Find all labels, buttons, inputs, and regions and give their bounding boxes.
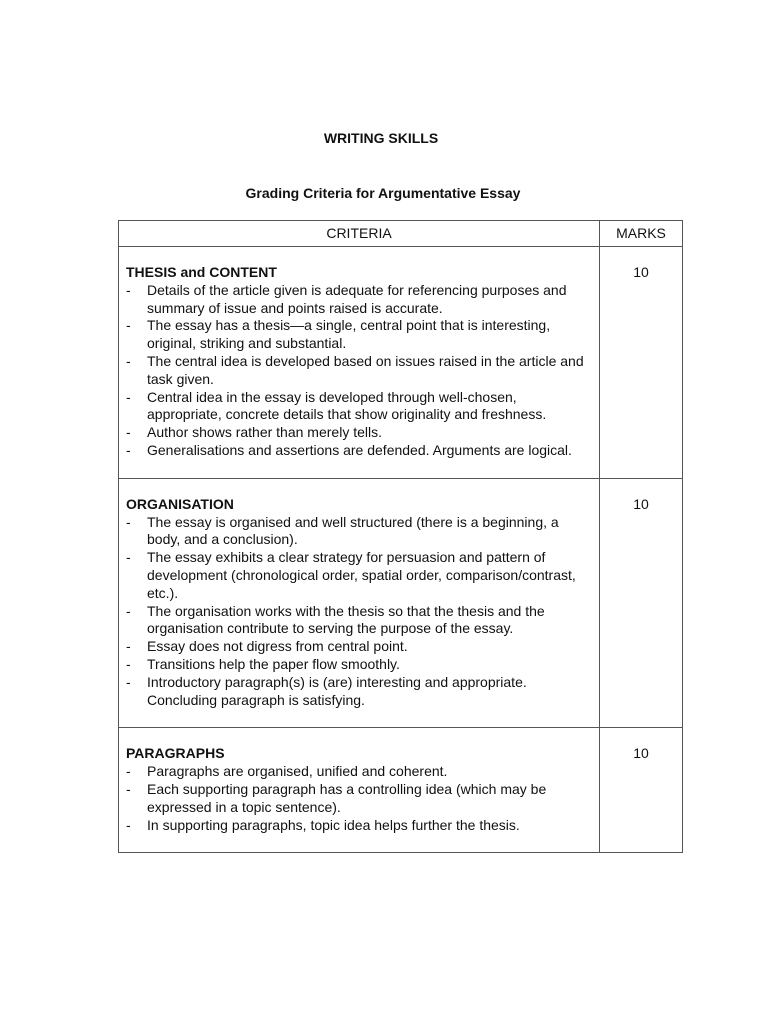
document-subtitle: Grading Criteria for Argumentative Essay: [245, 185, 521, 201]
criteria-item: - Generalisations and assertions are defended. Arguments are logical.: [126, 442, 593, 460]
marks-column-header: MARKS: [600, 221, 683, 247]
section-row-organisation: [119, 478, 683, 728]
criteria-item: - Essay does not digress from central point.: [126, 638, 593, 656]
marks-value: 10: [600, 478, 683, 728]
table-header-row: [119, 221, 683, 247]
criteria-list: [126, 763, 593, 834]
section-heading: THESIS and CONTENT: [126, 264, 277, 280]
section-heading: PARAGRAPHS: [126, 745, 225, 762]
criteria-item: - Transitions help the paper flow smoothly.: [126, 656, 593, 674]
criteria-list: [126, 514, 593, 710]
criteria-table: [118, 220, 683, 853]
criteria-column-header: CRITERIA: [119, 221, 600, 247]
criteria-item: - Details of the article given is adequate for referencing purposes and summary of issue and points raised is accurate.: [126, 282, 593, 318]
criteria-list: [126, 282, 593, 460]
criteria-item: - Central idea in the essay is developed through well-chosen, appropriate, concrete details that show originality and freshness.: [126, 389, 593, 425]
section-row-paragraphs: [119, 728, 683, 853]
marks-value: 10: [600, 247, 683, 479]
criteria-item: - Author shows rather than merely tells.: [126, 424, 593, 442]
criteria-cell: [119, 478, 600, 728]
criteria-item: - The central idea is developed based on issues raised in the article and task given.: [126, 353, 593, 389]
section-row-thesis-content: [119, 247, 683, 479]
criteria-item: - Introductory paragraph(s) is (are) interesting and appropriate. Concluding paragraph is satisfying.: [126, 674, 593, 710]
marks-value: 10: [600, 728, 683, 853]
criteria-cell: [119, 728, 600, 853]
criteria-item: - The essay has a thesis—a single, central point that is interesting, original, striking and substantial.: [126, 317, 593, 353]
criteria-item: - In supporting paragraphs, topic idea helps further the thesis.: [126, 817, 593, 835]
criteria-item: - The essay exhibits a clear strategy for persuasion and pattern of development (chronological order, spatial order, comparison/contrast, etc.).: [126, 549, 593, 602]
criteria-item: - The essay is organised and well structured (there is a beginning, a body, and a conclusion).: [126, 514, 593, 550]
criteria-item: - The organisation works with the thesis so that the thesis and the organisation contribute to serving the purpose of the essay.: [126, 603, 593, 639]
document-title: WRITING SKILLS: [323, 130, 439, 146]
section-heading: ORGANISATION: [126, 495, 234, 512]
criteria-cell: [119, 247, 600, 479]
criteria-item: - Paragraphs are organised, unified and coherent.: [126, 763, 593, 781]
criteria-item: - Each supporting paragraph has a controlling idea (which may be expressed in a topic sentence).: [126, 781, 593, 817]
